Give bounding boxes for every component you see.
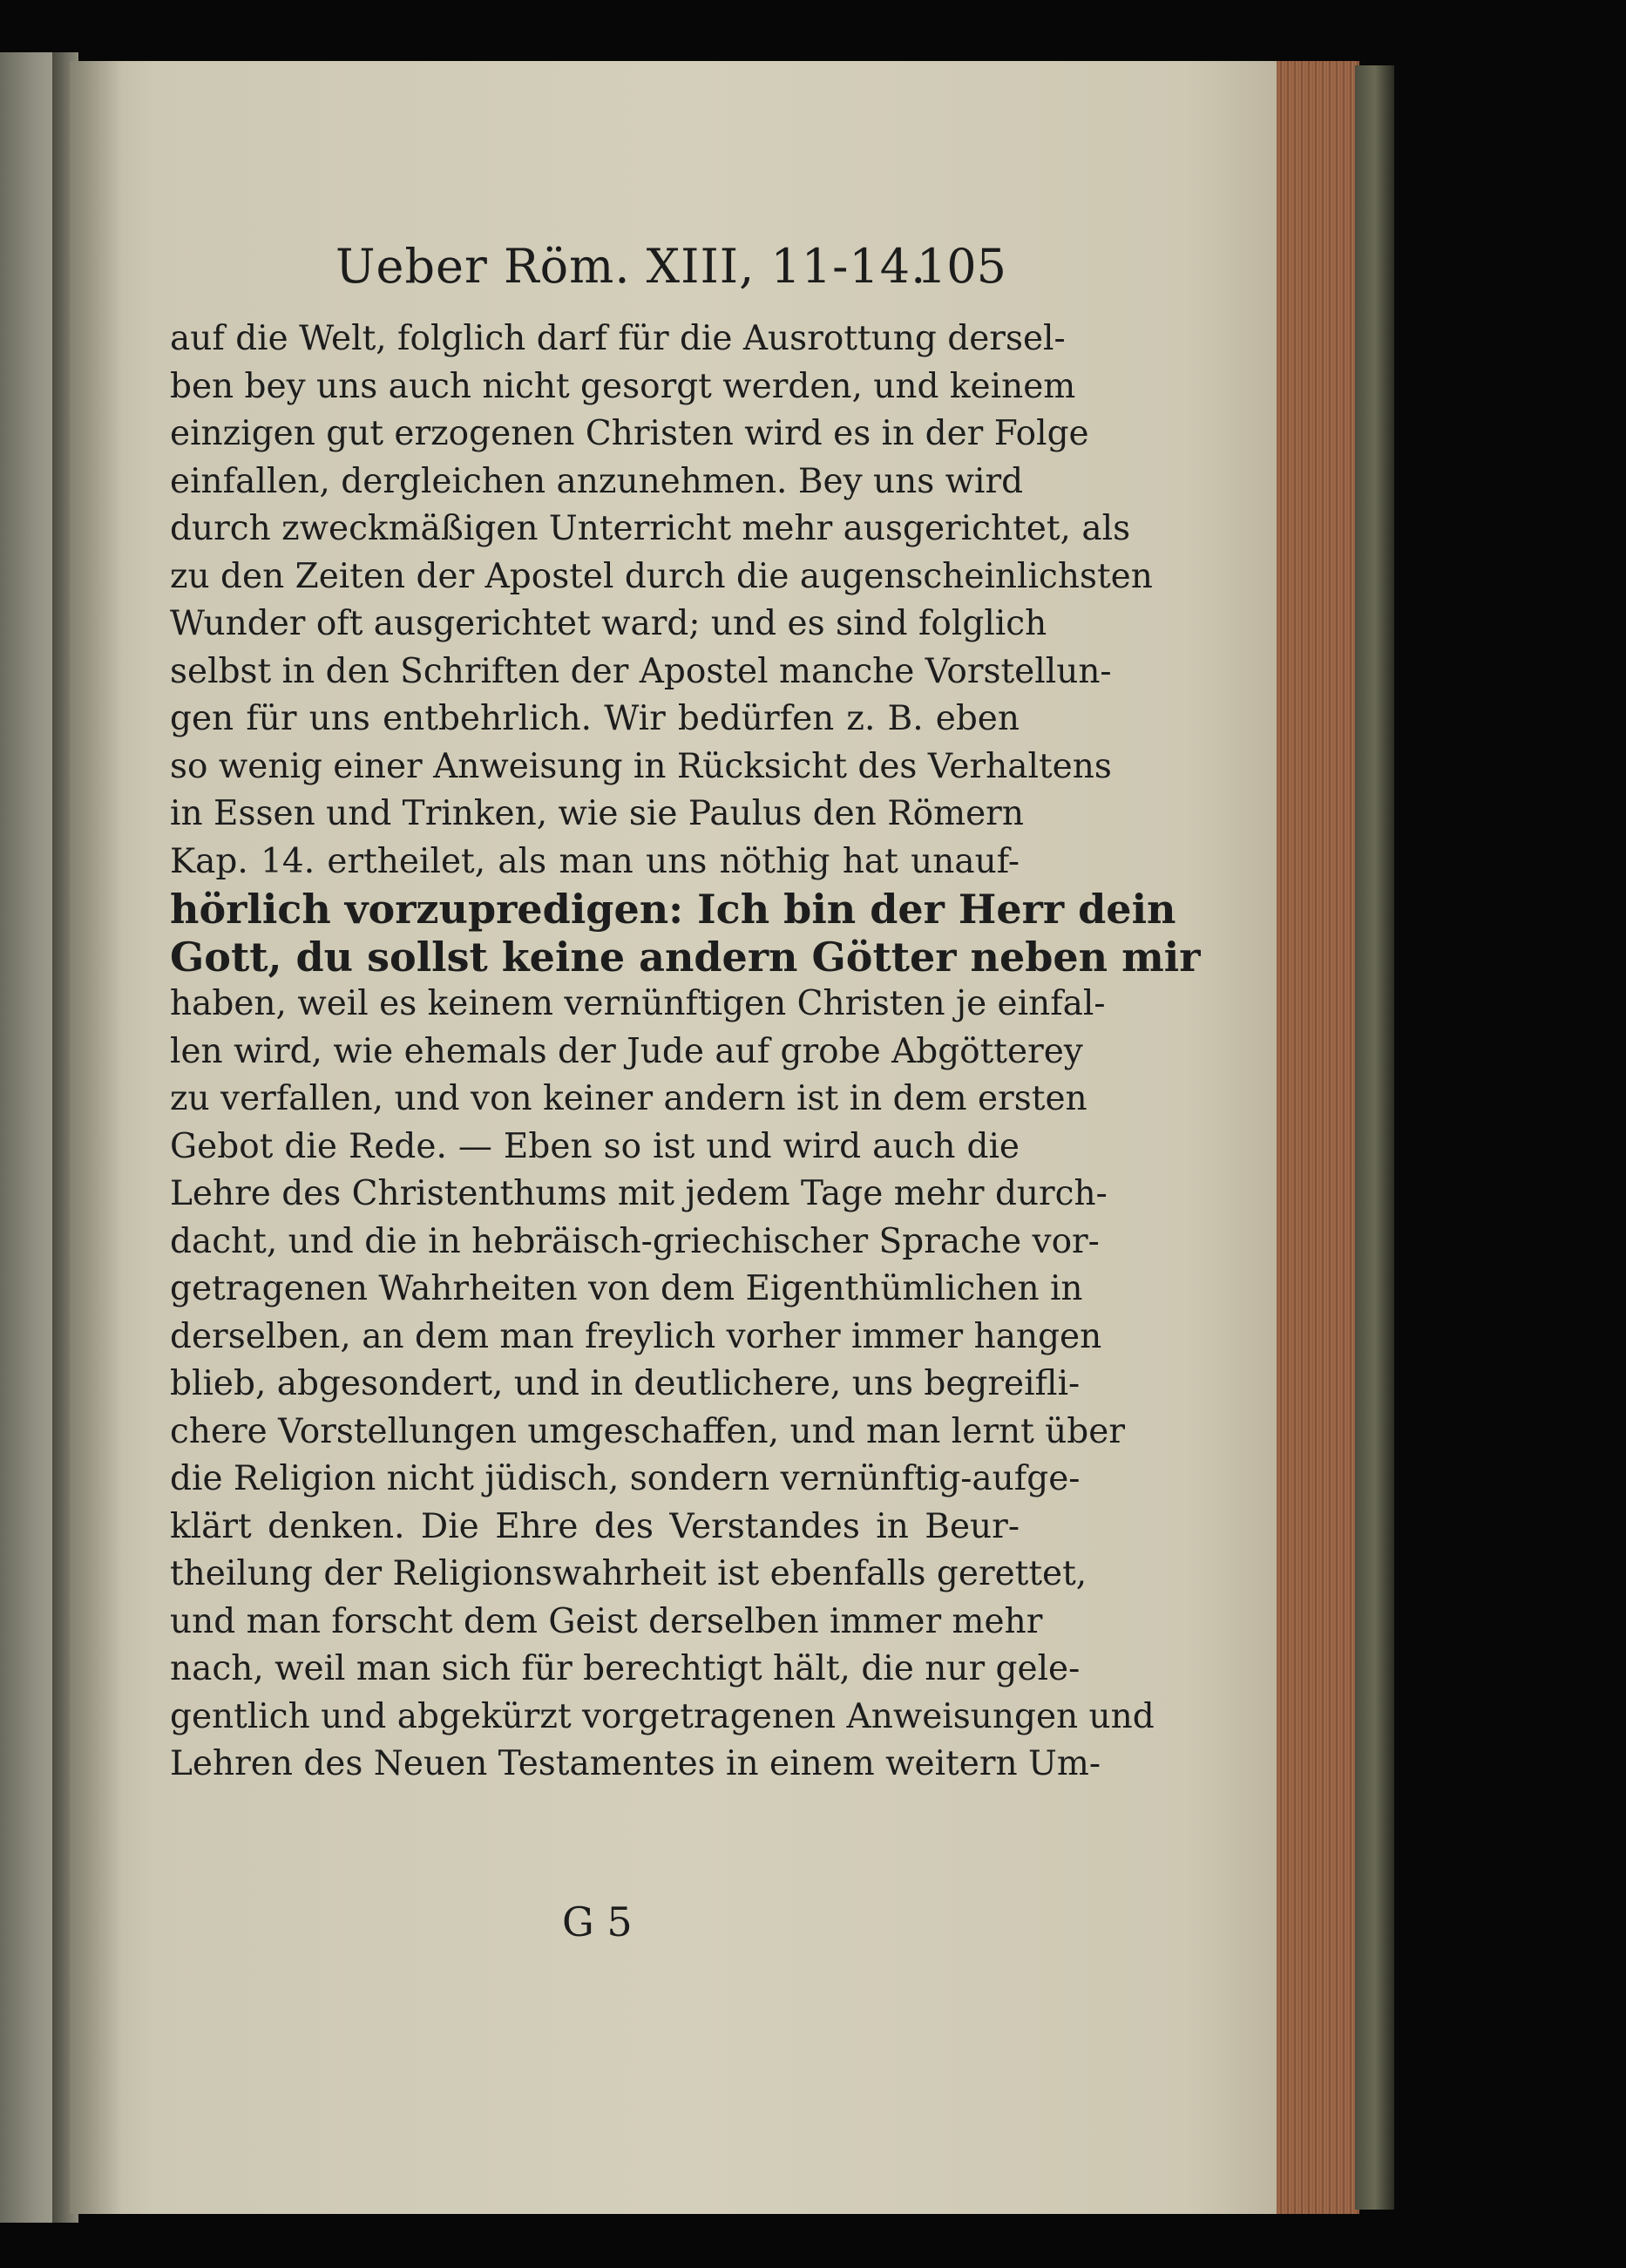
text-line: chere Vorstellungen umgeschaffen, und man lernt über — [170, 1411, 1125, 1451]
text-line: in Essen und Trinken, wie sie Paulus den Römern — [170, 794, 1024, 833]
text-line: Gebot die Rede. — Eben so ist und wird auch die — [170, 1126, 1020, 1166]
text-line: haben, weil es keinem vernünftigen Christen je einfal- — [170, 984, 1106, 1023]
text-line: derselben, an dem man freylich vorher immer hangen — [170, 1316, 1102, 1356]
text-line: Kap. 14. ertheilet, als man uns nöthig hat unauf- — [170, 841, 1020, 881]
text-line: und man forscht dem Geist derselben immer mehr — [170, 1601, 1043, 1641]
text-line: selbst in den Schriften der Apostel manche Vorstellun- — [170, 651, 1112, 691]
text-line: Lehre des Christenthums mit jedem Tage mehr durch- — [170, 1174, 1108, 1213]
running-title: Ueber Röm. XIII, 11-14. — [335, 239, 927, 294]
text-line: blieb, abgesondert, und in deutlichere, uns begreifli- — [170, 1364, 1081, 1403]
page-number: 105 — [916, 239, 1006, 294]
text-line-emphasis: Gott, du sollst keine andern Götter neben mir — [170, 933, 1201, 981]
text-line: getragenen Wahrheiten von dem Eigenthümlichen in — [170, 1269, 1083, 1308]
text-line: einzigen gut erzogenen Christen wird es in der Folge — [170, 414, 1089, 453]
text-line: auf die Welt, folglich darf für die Ausrottung dersel- — [170, 319, 1066, 358]
text-line: gen für uns entbehrlich. Wir bedürfen z. B. eben — [170, 699, 1020, 738]
text-line: gentlich und abgekürzt vorgetragenen Anweisungen und — [170, 1696, 1155, 1736]
text-line-emphasis: hörlich vorzupredigen: Ich bin der Herr dein — [170, 886, 1176, 933]
text-line: len wird, wie ehemals der Jude auf grobe Abgötterey — [170, 1031, 1083, 1071]
signature-mark: G 5 — [562, 1898, 633, 1945]
text-line: dacht, und die in hebräisch-griechischer Sprache vor- — [170, 1221, 1100, 1261]
text-line: die Religion nicht jüdisch, sondern vernünftig-aufge- — [170, 1459, 1081, 1498]
book-cover-edge — [1355, 65, 1394, 2210]
text-line: einfallen, dergleichen anzunehmen. Bey uns wird — [170, 461, 1024, 501]
page-block-edges — [1277, 61, 1359, 2214]
text-line: Wunder oft ausgerichtet ward; und es sind folglich — [170, 604, 1047, 643]
text-line: zu den Zeiten der Apostel durch die augenscheinlichsten — [170, 556, 1153, 596]
text-line: so wenig einer Anweisung in Rücksicht des Verhaltens — [170, 746, 1112, 786]
text-line: ben bey uns auch nicht gesorgt werden, und keinem — [170, 366, 1076, 406]
text-line: zu verfallen, und von keiner andern ist in dem ersten — [170, 1079, 1087, 1118]
gutter-shadow — [70, 61, 122, 2214]
text-line: Lehren des Neuen Testamentes in einem weitern Um- — [170, 1744, 1101, 1783]
text-line: klärt denken. Die Ehre des Verstandes in Beur- — [170, 1506, 1020, 1546]
page-header — [318, 235, 1006, 305]
body-text — [170, 316, 1201, 1789]
text-line: theilung der Religionswahrheit ist ebenfalls gerettet, — [170, 1554, 1087, 1593]
text-line: durch zweckmäßigen Unterricht mehr ausgerichtet, als — [170, 509, 1131, 548]
text-line: nach, weil man sich für berechtigt hält, die nur gele- — [170, 1649, 1081, 1688]
